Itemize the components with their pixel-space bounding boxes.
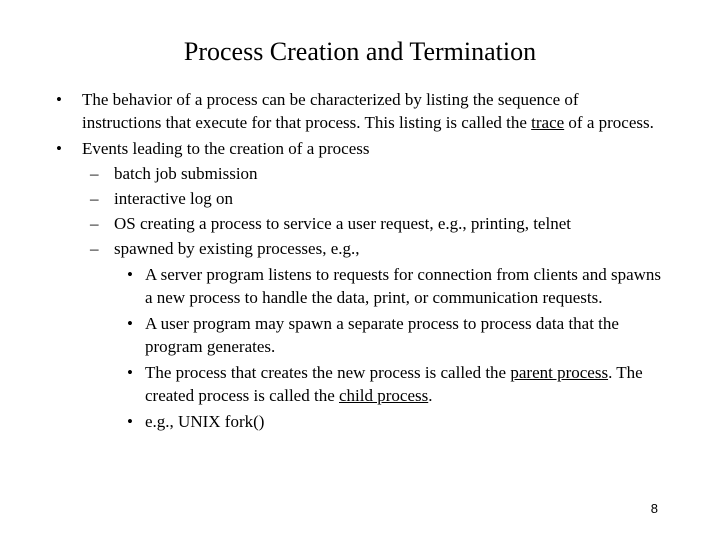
- slide-title: Process Creation and Termination: [183, 37, 537, 66]
- subsub-parent-child: [127, 361, 670, 407]
- bullet-marker: •: [127, 314, 133, 333]
- slide-body: [0, 88, 720, 433]
- bullet-text: Events leading to the creation of a process: [82, 139, 370, 158]
- subsub-text-end: .: [428, 386, 433, 405]
- subsub-text: The process that creates the new process is called the: [145, 363, 511, 382]
- subitem-text: batch job submission: [114, 164, 258, 183]
- dash-marker: –: [90, 164, 99, 183]
- bullet-marker: •: [127, 363, 133, 382]
- term-parent-process: parent process: [510, 363, 609, 382]
- term-trace: trace: [531, 113, 565, 132]
- bullet-marker: •: [56, 90, 62, 109]
- bullet-events: [56, 137, 662, 160]
- bullet-text-end: of a process.: [564, 113, 654, 132]
- page-number: 8: [650, 501, 658, 516]
- subitem-text: interactive log on: [114, 189, 233, 208]
- subsub-text: A server program listens to requests for connection from clients and spawns a new process to handle the data, print, or communication requests.: [145, 265, 662, 307]
- bullet-text: The behavior of a process can be characterized by listing the sequence of instructions that execute for that process. This listing is called the: [82, 90, 579, 132]
- bullet-trace: [56, 88, 662, 134]
- subsub-user: [127, 312, 670, 358]
- subitem-spawned: [90, 237, 674, 260]
- subitem-text: spawned by existing processes, e.g.,: [114, 239, 360, 258]
- subsub-fork: [127, 410, 670, 433]
- subitem-os: [90, 212, 674, 235]
- subsub-text: e.g., UNIX fork(): [145, 412, 265, 431]
- subitem-text: OS creating a process to service a user request, e.g., printing, telnet: [114, 214, 571, 233]
- subsub-text: A user program may spawn a separate process to process data that the program generates.: [145, 314, 619, 356]
- dash-marker: –: [90, 214, 99, 233]
- dash-marker: –: [90, 239, 99, 258]
- subitem-batch: [90, 162, 674, 185]
- subitem-logon: [90, 187, 674, 210]
- bullet-marker: •: [56, 139, 62, 158]
- subsub-text-mid: . The created process is called the: [145, 363, 643, 405]
- bullet-marker: •: [127, 412, 133, 431]
- subsub-server: [127, 263, 670, 309]
- bullet-marker: •: [127, 265, 133, 284]
- dash-marker: –: [90, 189, 99, 208]
- term-child-process: child process: [339, 386, 429, 405]
